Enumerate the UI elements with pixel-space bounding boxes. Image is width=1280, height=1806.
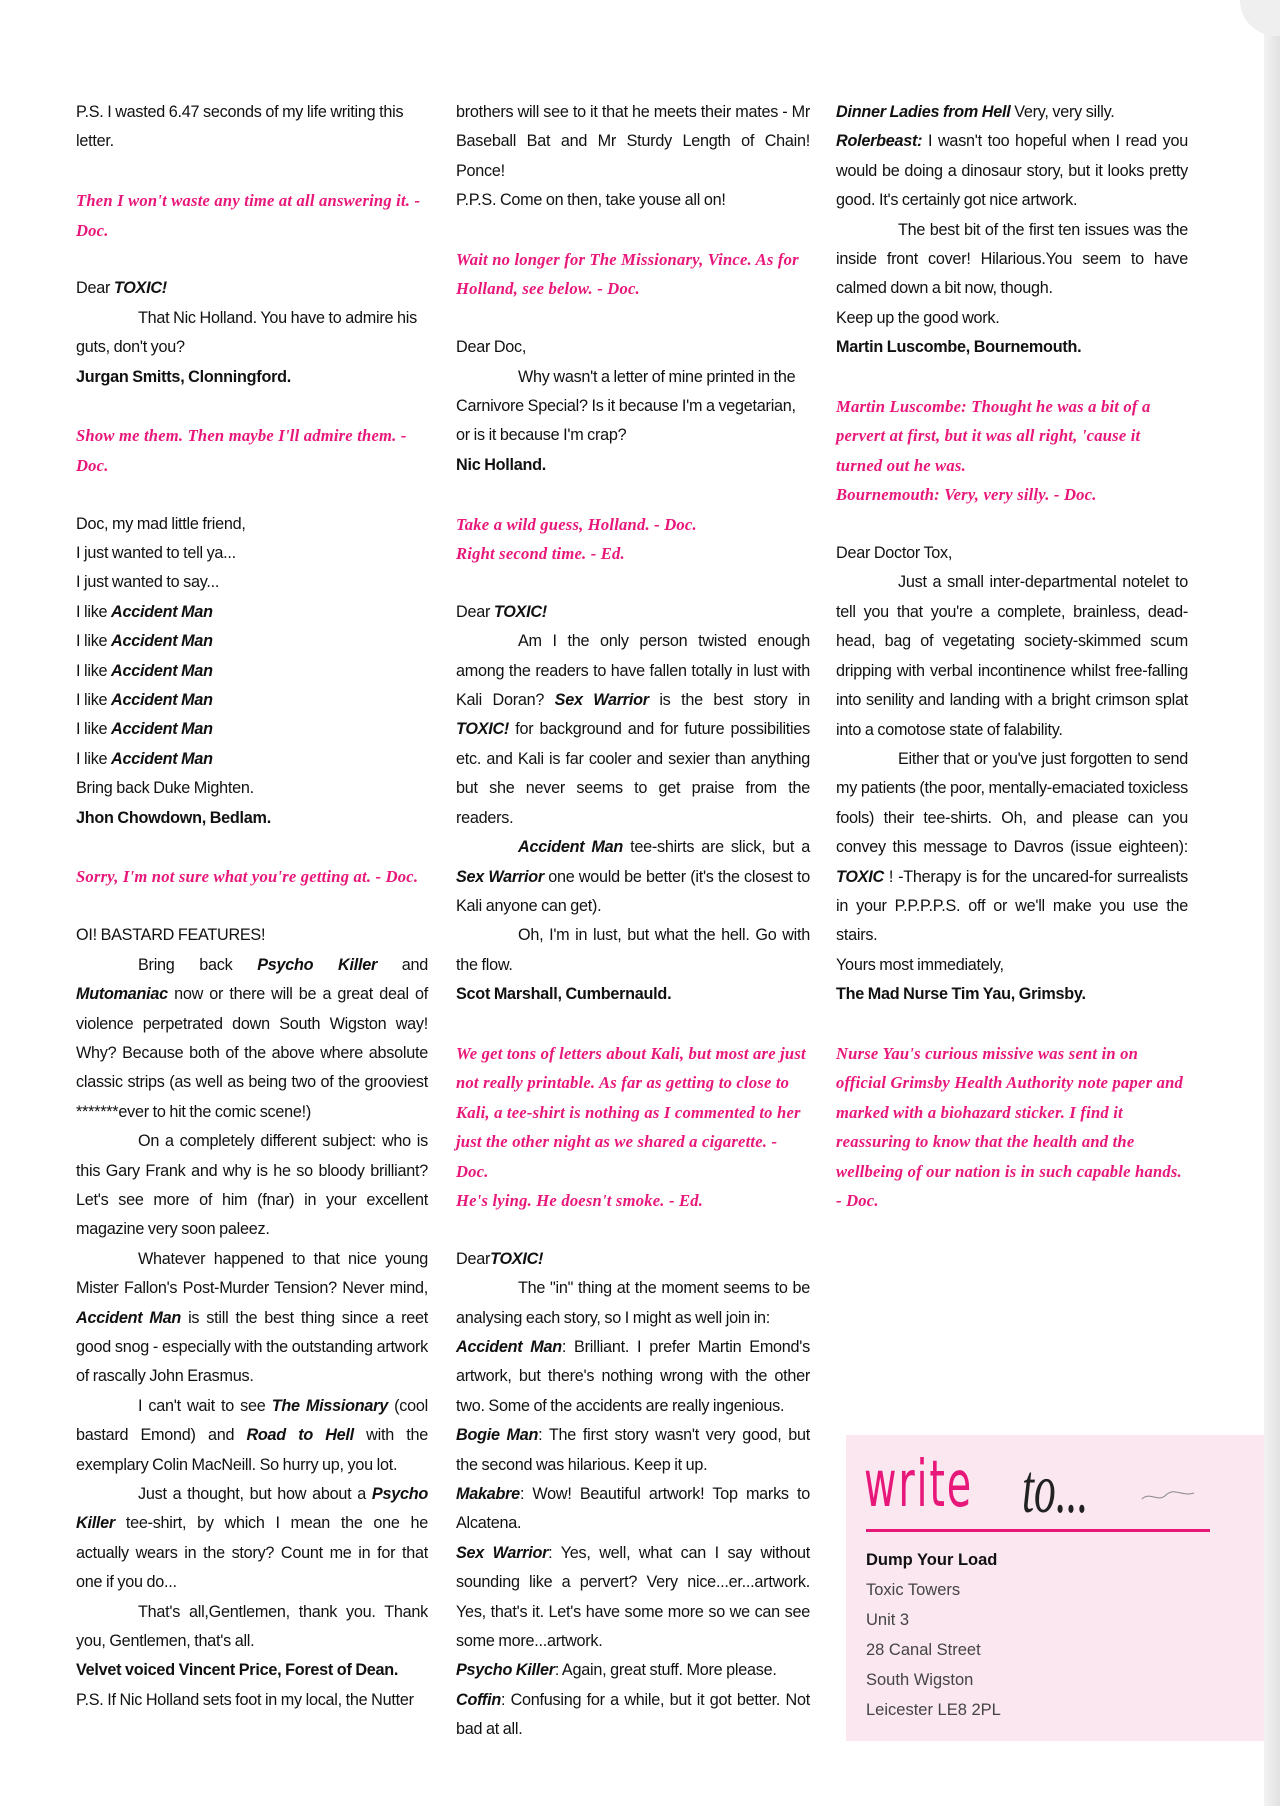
review-label: Accident Man: [456, 1337, 562, 1356]
title-sex-warrior: Sex Warrior: [554, 691, 649, 710]
write-to-title-main: write: [864, 1448, 974, 1522]
doc-reply: Take a wild guess, Holland. - Doc.: [456, 514, 697, 534]
title-accident-man: Accident Man: [76, 1308, 182, 1327]
review-text: Very, very silly.: [1010, 103, 1115, 121]
doc-reply: Show me them. Then maybe I'll admire them. - Doc.: [76, 426, 407, 475]
ed-reply: Right second time. - Ed.: [456, 544, 625, 564]
para-text: Either that or you've just forgotten to send my patients (the poor, mentally-emaciated toxicless fools) their tee-shirts. Oh, and please can you convey this message to Davros (issue eighteen):: [836, 749, 1188, 857]
doc-reply: Nurse Yau's curious missive was sent in on official Grimsby Health Authority note paper and marked with a biohazard sticker. I find it reassuring to know that the health and the wellbeing of our nation is in such capable hands. - Doc.: [836, 1043, 1184, 1210]
address-line: Unit 3: [866, 1611, 910, 1629]
title-toxic: TOXIC!: [493, 602, 547, 621]
para-text: Bring back: [138, 955, 258, 974]
title-accident-man: Accident Man: [111, 691, 213, 710]
line-text: I like: [76, 602, 112, 621]
doc-reply: We get tons of letters about Kali, but most are just not really printable. As far as getting to close to Kali, a tee-shirt is nothing as I commented to her just the other night as we shared a cigarette. - Doc.: [456, 1043, 806, 1181]
review-item: [456, 1333, 810, 1421]
greeting-text: Dear: [76, 279, 114, 298]
review-label: Coffin: [456, 1690, 501, 1709]
letter-line: [76, 627, 428, 656]
para-text: Am I the only person twisted enough among the readers to have fallen totally in lust with Kali Doran?: [456, 632, 810, 710]
greeting-text: Dear: [456, 1249, 491, 1268]
letter-ps: P.S. I wasted 6.47 seconds of my life writing this letter.: [76, 103, 404, 151]
para-text: Whatever happened to that nice young Mister Fallon's Post-Murder Tension? Never mind,: [76, 1249, 428, 1298]
letter-signature: The Mad Nurse Tim Yau, Grimsby.: [836, 985, 1086, 1004]
review-label: Psycho Killer: [456, 1661, 555, 1680]
letter-line: [76, 657, 428, 686]
address-line: Toxic Towers: [866, 1581, 961, 1599]
letter-line: Doc, my mad little friend,: [76, 514, 246, 533]
title-toxic: TOXIC!: [113, 279, 167, 298]
review-text: : Yes, well, what can I say without sounding like a pervert? Very nice...er...artwork. Yes, that's it. Let's have some more so we can see some more...artwork.: [456, 1543, 811, 1651]
letter-signature: Scot Marshall, Cumbernauld.: [456, 985, 672, 1004]
letter-signature: Jhon Chowdown, Bedlam.: [76, 808, 271, 827]
line-text: I like: [76, 661, 112, 680]
write-to-heading: [864, 1445, 1089, 1531]
letter-ps: P.S. If Nic Holland sets foot in my local, the Nutter: [76, 1690, 414, 1709]
line-text: I like: [76, 691, 112, 710]
title-sex-warrior: Sex Warrior: [456, 867, 544, 886]
review-item: [456, 1686, 810, 1745]
letter-line: I just wanted to tell ya...: [76, 544, 236, 563]
letter-paragraph: [76, 951, 428, 1127]
letter-paragraph: On a completely different subject: who is this Gary Frank and why is he so bloody brilliant? Let's see more of him (fnar) in your excellent magazine very soon paleez.: [76, 1132, 428, 1239]
review-item: [836, 127, 1188, 215]
review-text: : Brilliant. I prefer Martin Emond's artwork, but there's nothing wrong with the other two. Some of the accidents are really ingenious.: [456, 1337, 810, 1415]
letter-signature: Martin Luscombe, Bournemouth.: [836, 338, 1082, 357]
address-line: 28 Canal Street: [866, 1641, 981, 1659]
column-2: [456, 98, 810, 1745]
write-to-divider: [866, 1529, 1210, 1532]
review-label: Rolerbeast:: [836, 132, 923, 151]
letter-signature: Velvet voiced Vincent Price, Forest of Dean.: [76, 1661, 399, 1680]
para-text: now or there will be a great deal of violence perpetrated down South Wigston way! Why? Because both of the above where absolute classic strips (as well as being two of the grooviest *******ever to hit the comic scene!): [76, 985, 428, 1121]
title-accident-man: Accident Man: [111, 661, 213, 680]
title-the-missionary: The Missionary: [271, 1396, 388, 1415]
write-to-box: [846, 1435, 1270, 1741]
para-text: with the exemplary Colin MacNeill. So hurry up, you lot.: [76, 1426, 428, 1474]
letter-greeting: [76, 274, 428, 303]
line-text: I like: [76, 632, 112, 651]
letter-ps: P.P.S. Come on then, take youse all on!: [456, 191, 726, 210]
letter-greeting: Dear Doctor Tox,: [836, 544, 953, 563]
title-accident-man: Accident Man: [111, 602, 213, 621]
letter-paragraph: Oh, I'm in lust, but what the hell. Go with the flow.: [456, 926, 810, 974]
review-item: [456, 1421, 810, 1480]
letter-signature: Jurgan Smitts, Clonningford.: [76, 367, 292, 386]
letter-paragraph: [456, 833, 810, 921]
title-accident-man: Accident Man: [111, 720, 213, 739]
para-text: and: [377, 955, 428, 974]
letter-continuation: brothers will see to it that he meets their mates - Mr Baseball Bat and Mr Sturdy Length of Chain! Ponce!: [456, 103, 810, 180]
title-mutomaniac: Mutomaniac: [76, 985, 168, 1004]
letter-paragraph: The best bit of the first ten issues was the inside front cover! Hilarious.You seem to have calmed down a bit now, though.: [836, 220, 1188, 298]
doc-reply: Then I won't waste any time at all answering it. - Doc.: [76, 191, 421, 240]
title-accident-man: Accident Man: [111, 632, 213, 651]
letter-paragraph: [76, 1480, 428, 1598]
letter-line: [76, 686, 428, 715]
page-edge-shadow: [1264, 0, 1280, 1806]
letter-greeting: Dear Doc,: [456, 338, 527, 357]
review-item: [456, 1480, 810, 1539]
title-toxic: TOXIC!: [456, 720, 510, 739]
para-text: for background and for future possibilities etc. and Kali is far cooler and sexier than anything but she never seems to get praise from the readers.: [456, 720, 810, 827]
review-item: [456, 1539, 810, 1657]
title-psycho-killer: Psycho Killer: [257, 955, 377, 974]
letter-paragraph: [836, 745, 1188, 951]
column-3: [836, 98, 1188, 1215]
para-text: ! -Therapy is for the uncared-for surrealists in your P.P.P.P.S. off or we'll make you use the stairs.: [836, 867, 1188, 945]
para-text: Just a thought, but how about a: [138, 1485, 372, 1503]
review-text: : Confusing for a while, but it got better. Not bad at all.: [456, 1690, 810, 1739]
review-item: [836, 98, 1188, 127]
doc-reply: Bournemouth: Very, very silly. - Doc.: [836, 485, 1097, 505]
letter-line: [76, 715, 428, 744]
letter-paragraph: That's all,Gentlemen, thank you. Thank you, Gentlemen, that's all.: [76, 1602, 428, 1651]
review-label: Bogie Man: [456, 1426, 539, 1445]
letter-greeting: OI! BASTARD FEATURES!: [76, 926, 266, 945]
doc-reply: Sorry, I'm not sure what you're getting at. - Doc.: [76, 867, 419, 887]
review-text: : Again, great stuff. More please.: [554, 1661, 777, 1680]
letter-line: [76, 598, 428, 627]
letter-body: That Nic Holland. You have to admire his guts, don't you?: [76, 308, 417, 357]
ed-reply: He's lying. He doesn't smoke. - Ed.: [456, 1190, 704, 1210]
review-item: [456, 1656, 810, 1685]
column-1: [76, 98, 428, 1715]
review-label: Sex Warrior: [456, 1543, 549, 1562]
letter-paragraph: [76, 1245, 428, 1392]
doc-reply: Martin Luscombe: Thought he was a bit of a pervert at first, but it was all right, 'cause it turned out he was.: [836, 397, 1151, 475]
para-text: I can't wait to see: [138, 1396, 272, 1415]
letter-line: Bring back Duke Mighten.: [76, 779, 254, 798]
doc-reply: Wait no longer for The Missionary, Vince. As for Holland, see below. - Doc.: [456, 250, 799, 299]
greeting-text: Dear: [456, 602, 494, 621]
para-text: (cool bastard Emond) and: [76, 1396, 428, 1445]
letter-line: [76, 745, 428, 774]
address-line: Leicester LE8 2PL: [866, 1701, 1001, 1719]
review-text: : Wow! Beautiful artwork! Top marks to Alcatena.: [456, 1485, 810, 1533]
line-text: I like: [76, 720, 112, 739]
review-text: I wasn't too hopeful when I read you would be doing a dinosaur story, but it looks pretty good. It's certainly got nice artwork.: [836, 132, 1188, 210]
para-text: tee-shirts are slick, but a: [623, 838, 810, 857]
title-toxic: TOXIC!: [490, 1249, 544, 1268]
address-line: South Wigston: [866, 1671, 974, 1689]
letter-body: Why wasn't a letter of mine printed in the Carnivore Special? Is it because I'm a vegetarian, or is it because I'm crap?: [456, 367, 796, 445]
letter-line: Yours most immediately,: [836, 955, 1004, 974]
letter-signature: Nic Holland.: [456, 455, 547, 474]
review-text: : The first story wasn't very good, but the second was hilarious. Keep it up.: [456, 1426, 811, 1474]
review-label: Makabre: [456, 1485, 520, 1503]
letter-greeting: [456, 1245, 810, 1274]
address-line: Dump Your Load: [866, 1551, 998, 1569]
letter-line: Keep up the good work.: [836, 308, 1000, 327]
para-text: is the best story in: [648, 691, 810, 710]
address-block: [866, 1545, 1001, 1725]
para-text: tee-shirt, by which I mean the one he actually wears in the story? Count me in for that one if you do...: [76, 1514, 428, 1592]
title-psycho-killer: Psycho Killer: [76, 1485, 428, 1533]
title-road-to-hell: Road to Hell: [246, 1426, 354, 1445]
letter-paragraph: [76, 1392, 428, 1480]
line-text: I like: [76, 749, 112, 768]
letter-greeting: [456, 598, 810, 627]
review-label: Dinner Ladies from Hell: [836, 103, 1011, 121]
letter-line: I just wanted to say...: [76, 573, 220, 592]
letter-paragraph: The "in" thing at the moment seems to be analysing each story, so I might as well join in:: [456, 1279, 810, 1327]
letter-paragraph: [456, 627, 810, 833]
letter-paragraph: Just a small inter-departmental notelet to tell you that you're a complete, brainless, dead-head, bag of vegetating society-skimmed scum dripping with verbal incontinence whilst free-falling into senility and landing with a bright crimson splat into a comotose state of falability.: [836, 573, 1188, 739]
para-text: one would be better (it's the closest to Kali anyone can get).: [456, 867, 811, 915]
para-text: is still the best thing since a reet good snog - especially with the outstanding artwork of rascally John Erasmus.: [76, 1308, 428, 1386]
title-accident-man: Accident Man: [111, 749, 213, 768]
title-accident-man: Accident Man: [518, 838, 624, 857]
title-toxic: TOXIC: [836, 867, 884, 886]
scribble-decoration-icon: [1140, 1487, 1196, 1507]
page-corner-curl: [1240, 0, 1280, 36]
write-to-title-to: to...: [1022, 1451, 1089, 1528]
